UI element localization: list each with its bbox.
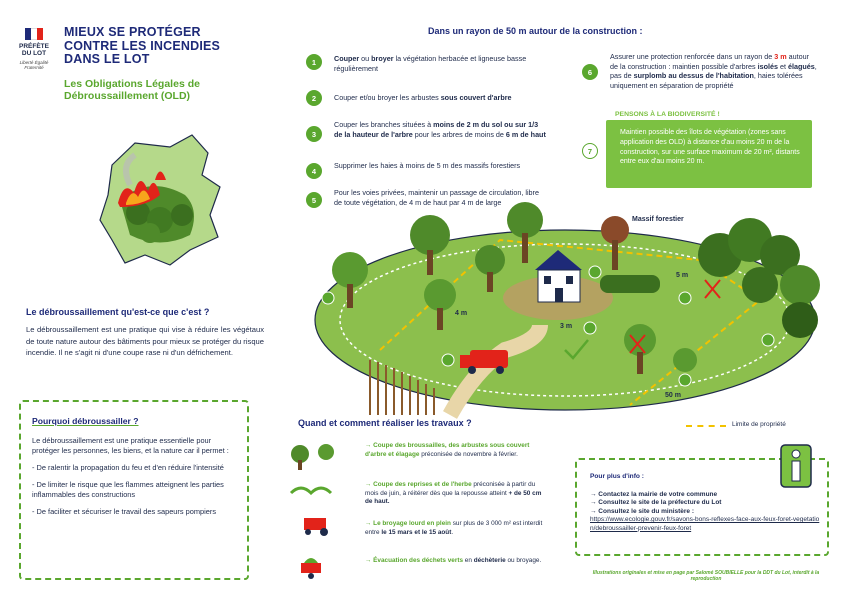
rule-1: 1 Couper ou broyer la végétation herbacée et ligneuse basse régulièrement bbox=[306, 54, 546, 73]
rule-6: 6 Assurer une protection renforcée dans un rayon de 3 m autour de la construction : maintien possible d'arbres isolés et élagués, pas de surplomb au dessus de l'habitation, haies tolérées uniquement en séparation de propriété bbox=[582, 52, 818, 90]
french-flag-icon bbox=[25, 28, 43, 40]
property-limit-legend-line bbox=[686, 425, 726, 427]
page-title: MIEUX SE PROTÉGER CONTRE LES INCENDIES DANS LE LOT bbox=[64, 25, 221, 66]
why-text: Le débroussaillement est une pratique essentielle pour protéger les personnes, les biens, et la nature car il permet : - De ralentir la propagation du feu et d'en réduire l'intensité - De limiter le risque que les flammes atteignent les parties inflammables des constructions - De faciliter et sécuriser le travail des sapeurs pompiers bbox=[32, 436, 229, 516]
rule-7-number: 7 bbox=[582, 143, 598, 159]
when-item-1: → Coupe des broussailles, des arbustes sous couvert d'arbre et élagage préconisée de novembre à février. bbox=[365, 442, 530, 458]
biodiversity-title: PENSONS À LA BIODIVERSITÉ ! bbox=[612, 111, 723, 118]
info-icon bbox=[776, 440, 816, 490]
more-info-text: → Contactez la mairie de votre commune → Consultez le site de la préfecture du Lot → Consultez le site du ministère : https://www.ecologie.gouv.fr/savons-bons-reflexes-face-aux-feux-foret-vegetation/debroussailler-prevenir-feux-foret bbox=[590, 491, 820, 532]
radius-title: Dans un rayon de 50 m autour de la construction : bbox=[428, 26, 643, 36]
rule-3: 3 Couper les branches situées à moins de 2 m du sol ou sur 1/3 de la hauteur de l'arbre pour les arbres de moins de 6 m de haut bbox=[306, 120, 546, 142]
ministry-link[interactable]: https://www.ecologie.gouv.fr/savons-bons-reflexes-face-aux-feux-foret-vegetation/debroussailler-prevenir-feux-foret bbox=[590, 516, 820, 532]
logo-motto: Liberté Égalité Fraternité bbox=[19, 60, 49, 70]
credit-text: Illustrations originales et mise en page par Salomé SOUBIELLE pour la DDT du Lot, interdit à la reproduction bbox=[592, 570, 820, 583]
when-how-title: Quand et comment réaliser les travaux ? bbox=[298, 418, 472, 428]
prefecture-logo bbox=[14, 28, 54, 70]
property-limit-legend: Limite de propriété bbox=[732, 421, 786, 428]
page-subtitle: Les Obligations Légales de Débroussaillement (OLD) bbox=[64, 78, 200, 102]
logo-line2: DU LOT bbox=[21, 50, 47, 57]
distance-3m-label: 3 m bbox=[560, 323, 573, 330]
more-info-title: Pour plus d'info : bbox=[590, 473, 644, 480]
distance-4m-label: 4 m bbox=[455, 310, 468, 317]
property-scene-illustration bbox=[300, 200, 842, 420]
rule-5: 5 Pour les voies privées, maintenir un passage de circulation, libre de toute végétation, de 4 m de haut par 4 m de large bbox=[306, 188, 546, 208]
when-item-3: → Le broyage lourd en plein sur plus de 3 000 m² est interdit entre le 15 mars et le 15 août. bbox=[365, 520, 543, 536]
when-item-4: → Évacuation des déchets verts en déchèterie ou broyage. bbox=[365, 557, 542, 564]
intro-text: Le débroussaillement est une pratique qui vise à réduire les végétaux de toute nature autour des bâtiments pour mieux se protéger du risque incendie. Il ne s'agit ni d'une coupe rase ni d'un défrichement. bbox=[26, 325, 264, 357]
biodiversity-text: Maintien possible des îlots de végétation (zones sans application des OLD) à distance d'au moins 20 m de la construction, sur une surface maximum de 20 m², distants entre eux d'au moins 20 m. bbox=[620, 129, 800, 166]
rule-2: 2 Couper et/ou broyer les arbustes sous couvert d'arbre bbox=[306, 90, 546, 106]
when-item-2: → Coupe des reprises et de l'herbe préconisée à partir du mois de juin, à réitérer dès que la repousse atteint + de 50 cm de haut. bbox=[365, 481, 542, 506]
distance-50m-label: 50 m bbox=[665, 392, 681, 399]
why-title: Pourquoi débroussailler ? bbox=[32, 416, 139, 426]
rule-4: 4 Supprimer les haies à moins de 5 m des massifs forestiers bbox=[306, 161, 546, 179]
logo-line1: PRÉFÈTE bbox=[19, 43, 49, 50]
massif-forestier-label: Massif forestier bbox=[632, 216, 684, 223]
distance-5m-label: 5 m bbox=[676, 272, 689, 279]
lot-map-fire-illustration bbox=[90, 125, 240, 275]
tools-illustration bbox=[286, 438, 346, 588]
what-is-question: Le débroussaillement qu'est-ce que c'est ? bbox=[26, 307, 210, 317]
